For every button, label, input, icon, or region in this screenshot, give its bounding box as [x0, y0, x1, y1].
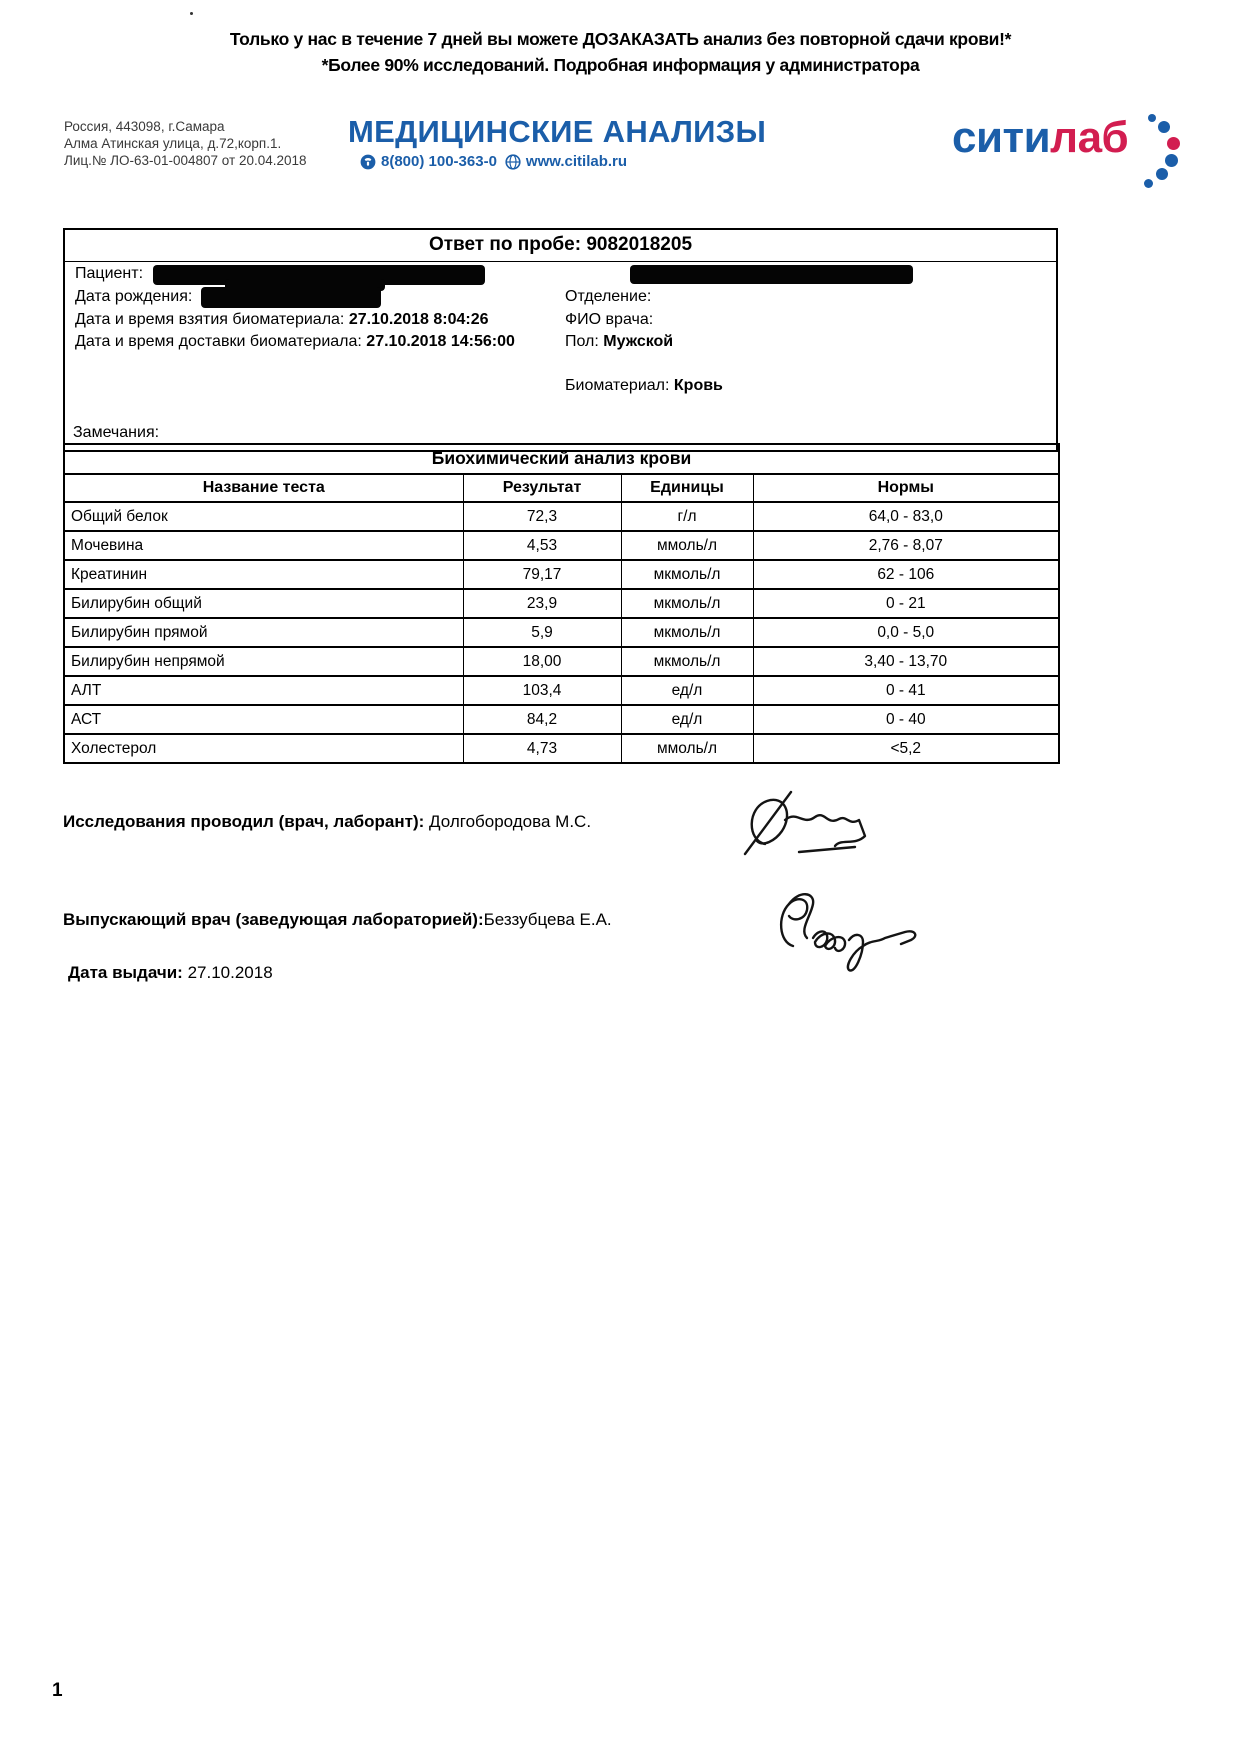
- table-row: Билирубин прямой 5,9 мкмоль/л 0,0 - 5,0: [64, 618, 1059, 647]
- citilab-brand-logo: [952, 106, 1202, 206]
- sex-value: Мужской: [603, 333, 674, 350]
- table-row: Мочевина 4,53 ммоль/л 2,76 - 8,07: [64, 531, 1059, 560]
- col-header-norms: Нормы: [753, 474, 1059, 502]
- biomaterial-delivered-value: 27.10.2018 14:56:00: [366, 333, 515, 350]
- website-url: www.citilab.ru: [525, 153, 628, 170]
- table-row: АСТ 84,2 ед/л 0 - 40: [64, 705, 1059, 734]
- issue-date-value: 27.10.2018: [187, 963, 273, 982]
- brand-dot: [1165, 154, 1178, 167]
- brand-dot: [1148, 114, 1156, 122]
- sample-info-body: [65, 262, 1056, 450]
- sample-info-box: [63, 228, 1058, 452]
- patient-label: Пациент:: [75, 265, 144, 282]
- signature-2: [765, 882, 940, 982]
- col-header-units: Единицы: [621, 474, 753, 502]
- biomaterial-value: Кровь: [673, 377, 723, 394]
- table-row: Общий белок 72,3 г/л 64,0 - 83,0: [64, 502, 1059, 531]
- performed-by-line: [63, 812, 591, 832]
- department-label: Отделение:: [565, 288, 652, 305]
- phone-number: 8(800) 100-363-0: [381, 153, 497, 170]
- issue-date-line: [68, 963, 273, 983]
- col-header-result: Результат: [463, 474, 621, 502]
- performed-by-label: Исследования проводил (врач, лаборант):: [63, 812, 425, 831]
- address-line-3: Лиц.№ ЛО-63-01-004807 от 20.04.2018: [64, 153, 307, 168]
- doctor-label: ФИО врача:: [565, 311, 654, 328]
- phone-contact: [360, 153, 497, 170]
- issue-date-label: Дата выдачи:: [68, 963, 183, 982]
- address-line-1: Россия, 443098, г.Самара: [64, 119, 225, 134]
- biochemistry-results-table: [63, 443, 1060, 764]
- col-header-test-name: Название теста: [64, 474, 463, 502]
- phone-icon: [360, 154, 376, 170]
- brand-dot: [1158, 121, 1170, 133]
- table-row: Билирубин общий 23,9 мкмоль/л 0 - 21: [64, 589, 1059, 618]
- release-doctor-name: Беззубцева Е.А.: [483, 910, 612, 929]
- sample-title: Ответ по пробе: 9082018205: [65, 230, 1056, 262]
- logo-title: МЕДИЦИНСКИЕ АНАЛИЗЫ: [348, 114, 767, 149]
- citilab-wordmark: [952, 106, 1202, 160]
- globe-icon: [505, 154, 521, 170]
- biomaterial-delivered-line: Дата и время доставки биоматериала: 27.10.2018 14:56:00: [75, 333, 515, 350]
- stray-dot: [190, 12, 193, 15]
- sex-line: Пол: Мужской: [565, 333, 674, 350]
- biomaterial-taken-value: 27.10.2018 8:04:26: [348, 311, 489, 328]
- release-doctor-label: Выпускающий врач (заведующая лабораторией):: [63, 910, 484, 929]
- citilab-blue-part: сити: [952, 113, 1051, 162]
- table-row: Креатинин 79,17 мкмоль/л 62 - 106: [64, 560, 1059, 589]
- redaction-block: [201, 287, 381, 308]
- promo-line-1: Только у нас в течение 7 дней вы можете ДОЗАКАЗАТЬ анализ без повторной сдачи крови!*: [229, 29, 1012, 49]
- table-row: Билирубин непрямой 18,00 мкмоль/л 3,40 - 13,70: [64, 647, 1059, 676]
- citilab-red-part: лаб: [1050, 113, 1129, 162]
- logo-contacts: [360, 153, 766, 170]
- page-number: 1: [52, 1680, 63, 1701]
- promo-banner: [0, 26, 1241, 78]
- remarks-label: Замечания:: [73, 424, 160, 441]
- lab-address-block: [64, 118, 307, 169]
- table-row: Холестерол 4,73 ммоль/л <5,2: [64, 734, 1059, 763]
- promo-line-2: *Более 90% исследований. Подробная информация у администратора: [321, 55, 920, 75]
- brand-dot: [1156, 168, 1168, 180]
- address-line-2: Алма Атинская улица, д.72,корп.1.: [64, 136, 282, 151]
- table-title: Биохимический анализ крови: [64, 444, 1059, 474]
- table-header-row: [64, 474, 1059, 502]
- signature-1: [735, 786, 900, 868]
- website-contact[interactable]: [505, 153, 627, 170]
- biomaterial-taken-line: Дата и время взятия биоматериала: 27.10.2018 8:04:26: [75, 311, 489, 328]
- biomaterial-line: Биоматериал: Кровь: [565, 377, 723, 394]
- brand-dot: [1144, 179, 1153, 188]
- performed-by-name: Долгобородова М.С.: [429, 812, 592, 831]
- table-row: АЛТ 103,4 ед/л 0 - 41: [64, 676, 1059, 705]
- redaction-block: [630, 265, 913, 284]
- brand-dot: [1167, 137, 1180, 150]
- release-doctor-line: [63, 910, 612, 930]
- medical-analyses-logo: [348, 114, 766, 170]
- birth-date-label: Дата рождения:: [75, 288, 193, 305]
